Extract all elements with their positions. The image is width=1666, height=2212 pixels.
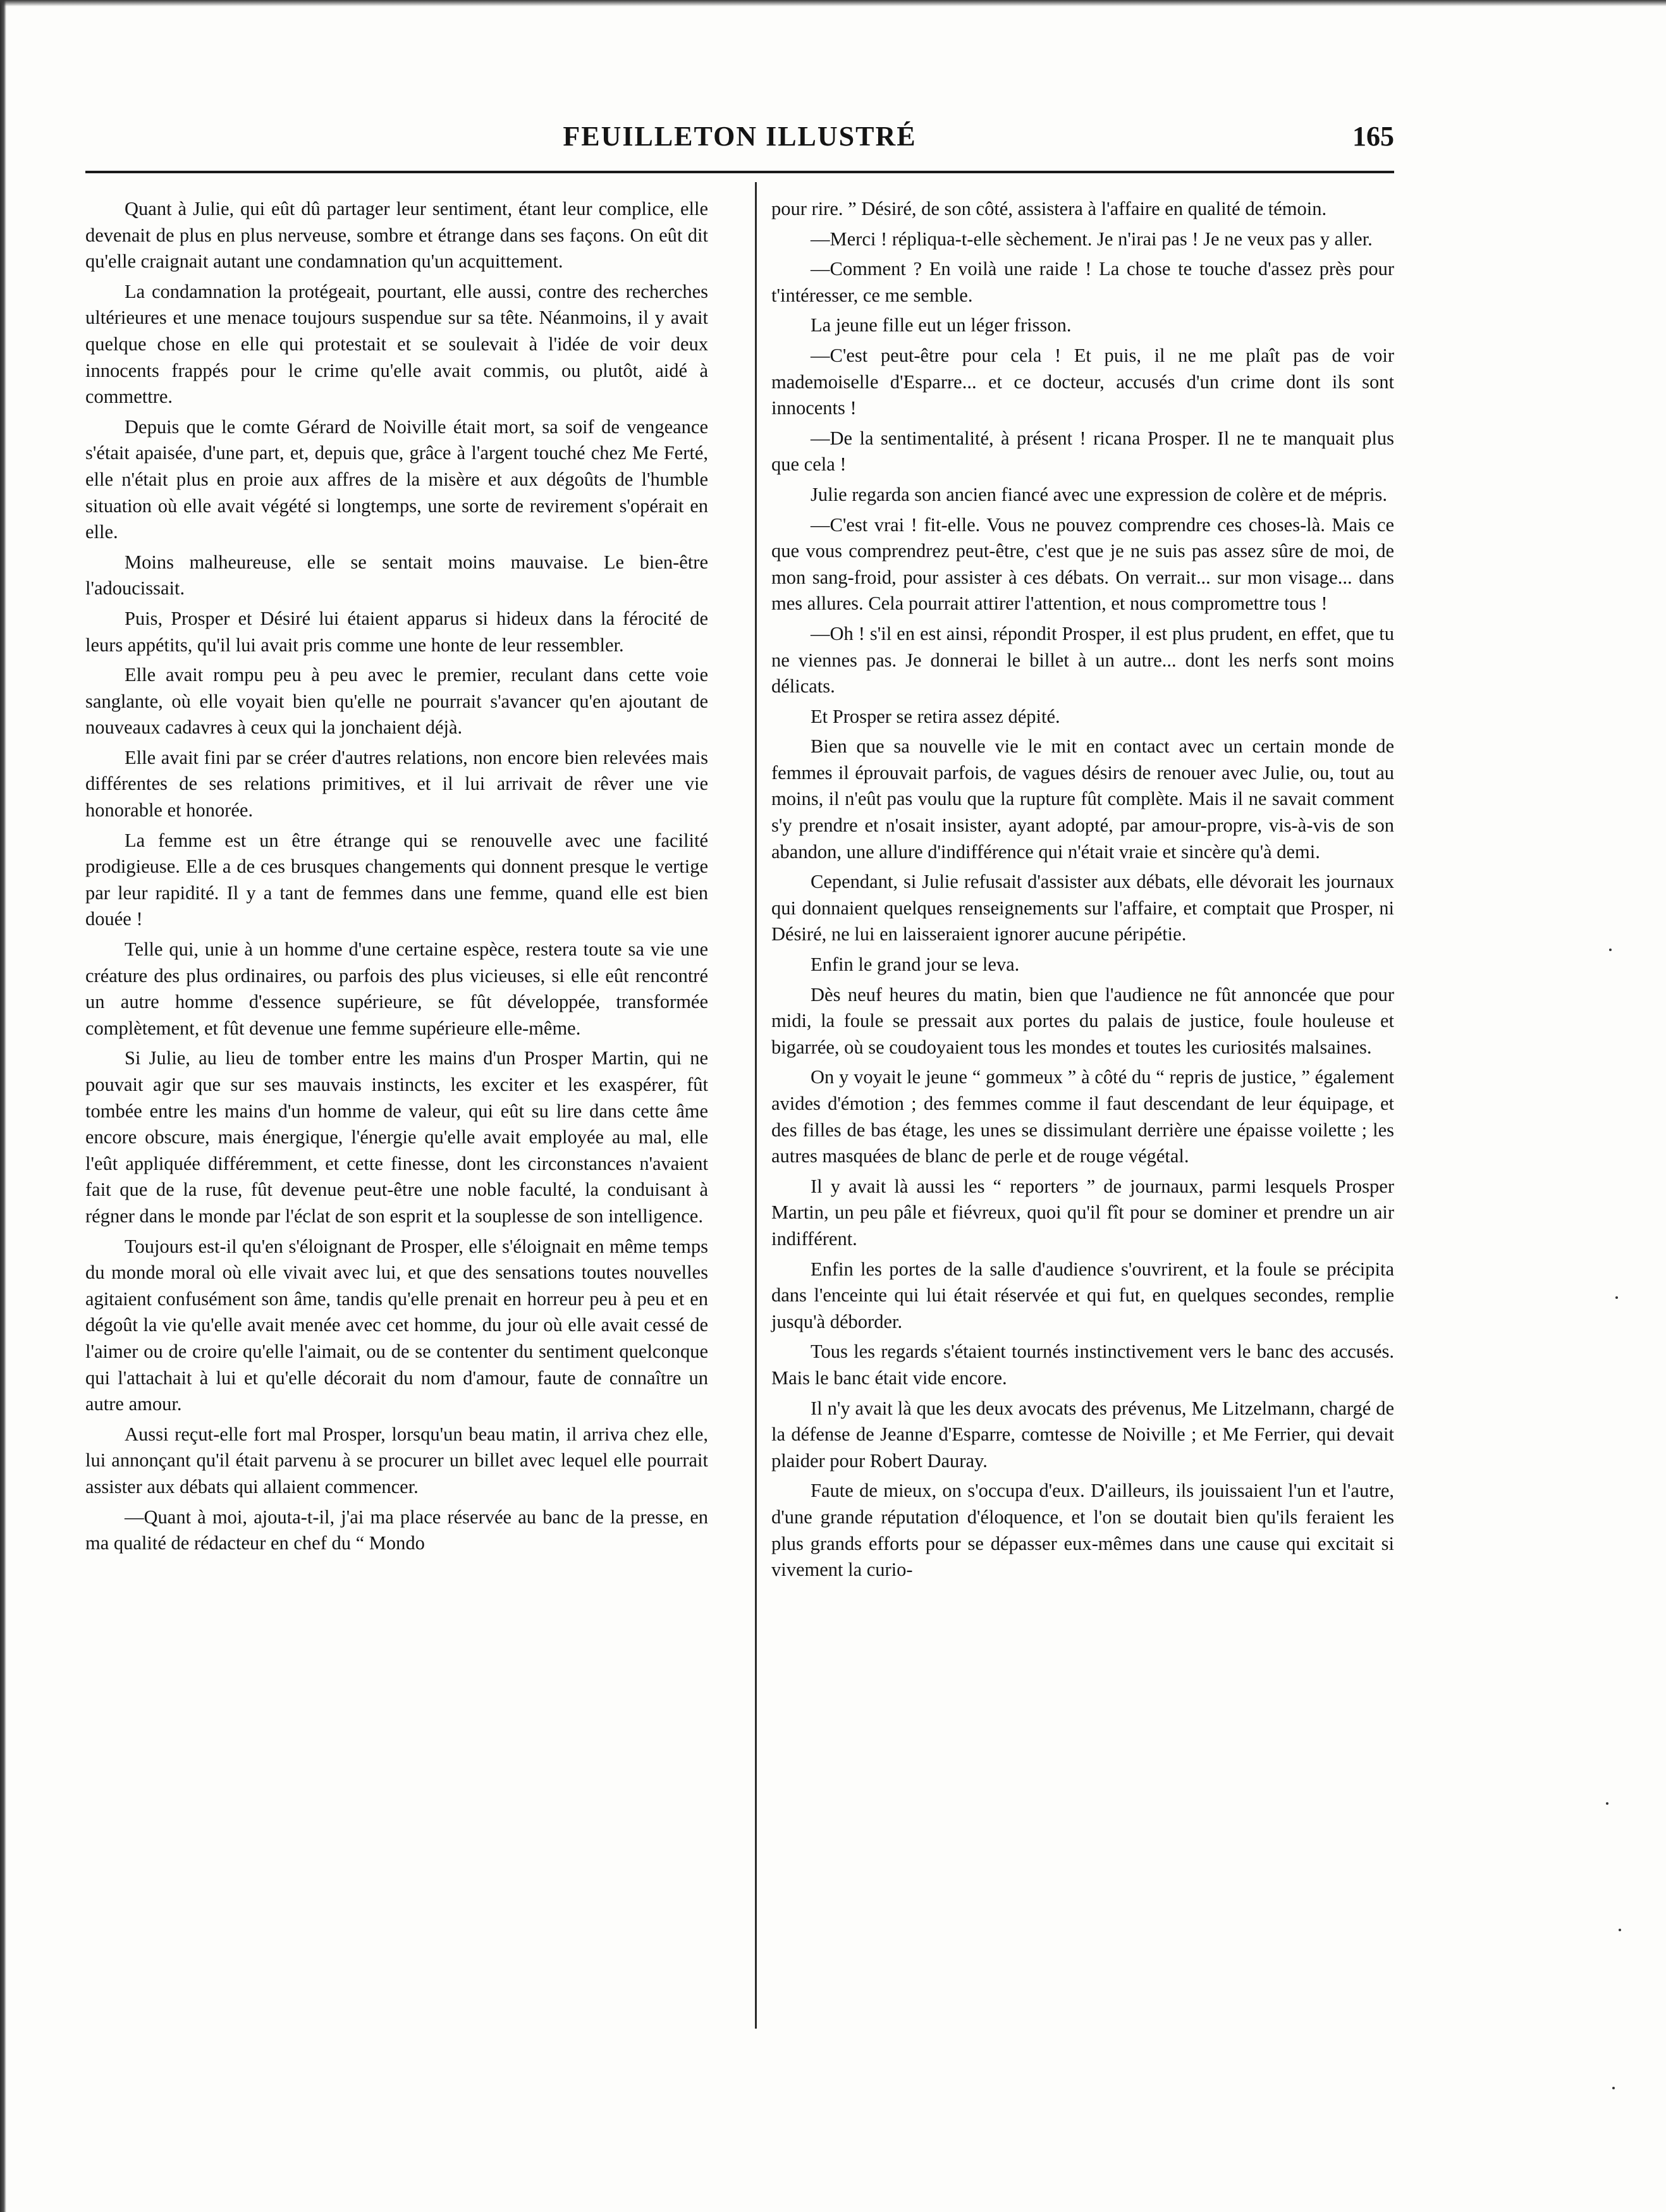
paragraph: La condamnation la protégeait, pourtant, elle aussi, contre des recherches ultérieures et une menace toujours suspendue sur sa tête. Néanmoins, il y avait quelque chose en elle qui protestait et se soulevait à l'idée de voir deux innocents frappés pour le crime qu'elle avait commis, ou plutôt, aidé à commettre. bbox=[85, 280, 708, 408]
paragraph: Dès neuf heures du matin, bien que l'audience ne fût annoncée que pour midi, la foule se pressait aux portes du palais de justice, foule houleuse et bigarrée, où se coudoyaient tous les mondes et toutes les curiosités malsaines. bbox=[771, 983, 1394, 1058]
paragraph: Faute de mieux, on s'occupa d'eux. D'ailleurs, ils jouissaient l'un et l'autre, d'une grande réputation d'éloquence, et l'on se doutait bien qu'ils feraient les plus grands efforts pour se dépasser eux-mêmes dans une cause qui excitait si vivement la curio- bbox=[771, 1480, 1394, 1581]
paragraph: Bien que sa nouvelle vie le mit en contact avec un certain monde de femmes il éprouvait parfois, de vagues désirs de renouer avec Julie, ou, tout au moins, il n'eût pas voulu que la rupture fût complète. Mais il ne savait comment s'y prendre et n'osait insister, ayant adopté, par amour-propre, vis-à-vis de son abandon, une allure d'indifférence qui n'était vraie et sincère qu'à demi. bbox=[771, 735, 1394, 863]
paragraph: Puis, Prosper et Désiré lui étaient apparus si hideux dans la férocité de leurs appétits, qu'il lui avait pris comme une honte de leur ressembler. bbox=[85, 607, 708, 656]
paragraph: La jeune fille eut un léger frisson. bbox=[811, 314, 1072, 336]
paragraph: Tous les regards s'étaient tournés instinctivement vers le banc des accusés. Mais le banc était vide encore. bbox=[771, 1341, 1394, 1389]
paragraph: Si Julie, au lieu de tomber entre les mains d'un Prosper Martin, qui ne pouvait agir que sur ses mauvais instincts, les exciter et les exaspérer, fût tombée entre les mains d'un homme de valeur, qui eût su lire dans cette âme encore obscure, mais énergique, l'énergie qu'elle avait employée au mal, elle l'eût appliquée différemment, et cette finesse, dont les circonstances n'avaient fait que de la ruse, fût devenue peut-être une noble faculté, la conduisant à régner dans le monde par l'éclat de son esprit et la souplesse de son intelligence. bbox=[85, 1047, 708, 1227]
paragraph: —C'est vrai ! fit-elle. Vous ne pouvez comprendre ces choses-là. Mais ce que vous comprendrez peut-être, c'est que je ne suis pas assez sûre de moi, de mon sang-froid, pour assister à ces débats. On verrait... sur mon visage... dans mes allures. Cela pourrait attirer l'attention, et nous compromettre tous ! bbox=[771, 513, 1394, 615]
column-divider bbox=[755, 182, 757, 2029]
paragraph: Telle qui, unie à un homme d'une certaine espèce, restera toute sa vie une créature des plus ordinaires, ou parfois des plus vicieuses, si elle eût rencontré un autre homme d'essence supérieure, se fût développée, transformée complètement, et fût devenue une femme supérieure elle-même. bbox=[85, 938, 708, 1039]
paragraph: Aussi reçut-elle fort mal Prosper, lorsqu'un beau matin, il arriva chez elle, lui annonçant qu'il était parvenu à se procurer un billet avec lequel elle pourrait assister aux débats qui allaient commencer. bbox=[85, 1423, 708, 1497]
left-column bbox=[85, 196, 708, 1561]
paragraph: Depuis que le comte Gérard de Noiville était mort, sa soif de vengeance s'était apaisée, d'une part, et, depuis que, grâce à l'argent touché chez Me Ferté, elle n'était plus en proie aux affres de la misère et aux dégoûts de l'humble situation où elle avait végété si longtemps, une sorte de revirement s'opérait en elle. bbox=[85, 415, 708, 543]
paragraph: Il n'y avait là que les deux avocats des prévenus, Me Litzelmann, chargé de la défense de Jeanne d'Esparre, comtesse de Noiville ; et Me Ferrier, qui devait plaider pour Robert Dauray. bbox=[771, 1397, 1394, 1472]
running-head: FEUILLETON ILLUSTRÉ bbox=[563, 121, 917, 152]
header-rule bbox=[85, 171, 1394, 173]
page-edge-top bbox=[0, 0, 1666, 6]
paragraph: Enfin le grand jour se leva. bbox=[811, 954, 1020, 976]
scan-marks bbox=[1603, 885, 1641, 2150]
paragraph: Il y avait là aussi les “ reporters ” de journaux, parmi lesquels Prosper Martin, un peu pâle et fiévreux, quoi qu'il fît pour se dominer et prendre un air indifférent. bbox=[771, 1175, 1394, 1250]
paragraph: —Oh ! s'il en est ainsi, répondit Prosper, il est plus prudent, en effet, que tu ne viennes pas. Je donnerai le billet à un autre... dont les nerfs sont moins délicats. bbox=[771, 622, 1394, 697]
paragraph: —Comment ? En voilà une raide ! La chose te touche d'assez près pour t'intéresser, ce me semble. bbox=[771, 258, 1394, 306]
paragraph-continued: pour rire. ” Désiré, de son côté, assistera à l'affaire en qualité de témoin. bbox=[771, 198, 1327, 219]
paragraph: Cependant, si Julie refusait d'assister aux débats, elle dévorait les journaux qui donnaient quelques renseignements sur l'affaire, et comptait que Prosper, ni Désiré, ne lui en laisseraient ignorer aucune péripétie. bbox=[771, 871, 1394, 945]
paragraph: Quant à Julie, qui eût dû partager leur sentiment, étant leur complice, elle devenait de plus en plus nerveuse, sombre et étrange dans ses façons. On eût dit qu'elle craignait autant une condamnation qu'un acquittement. bbox=[85, 198, 708, 273]
paragraph: La femme est un être étrange qui se renouvelle avec une facilité prodigieuse. Elle a de ces brusques changements qui donnent presque le vertige par leur rapidité. Il y a tant de femmes dans une femme, quand elle est bien douée ! bbox=[85, 829, 708, 930]
paragraph: —Quant à moi, ajouta-t-il, j'ai ma place réservée au banc de la presse, en ma qualité de rédacteur en chef du “ Mondo bbox=[85, 1506, 708, 1554]
paragraph: Elle avait rompu peu à peu avec le premier, reculant dans cette voie sanglante, où elle voyait bien qu'elle ne pourrait s'avancer qu'en ajoutant de nouveaux cadavres à ceux qui la jonchaient déjà. bbox=[85, 664, 708, 739]
paragraph: Toujours est-il qu'en s'éloignant de Prosper, elle s'éloignait en même temps du monde moral où elle vivait avec lui, et que des sensations toutes nouvelles agitaient confusément son âme, tandis qu'elle prenait en horreur peu à peu et en dégoût la vie qu'elle avait menée avec cet homme, du jour où elle avait cessé de l'aimer ou de croire qu'elle l'aimait, ou de se contenter du sentiment quelconque qui l'attachait à lui et qu'elle décorait du nom d'amour, faute de connaître un autre amour. bbox=[85, 1235, 708, 1415]
paragraph: Moins malheureuse, elle se sentait moins mauvaise. Le bien-être l'adoucissait. bbox=[85, 551, 708, 599]
right-column bbox=[771, 196, 1394, 1587]
paragraph: Enfin les portes de la salle d'audience s'ouvrirent, et la foule se précipita dans l'enceinte qui lui était réservée et qui fut, en quelques secondes, remplie jusqu'à déborder. bbox=[771, 1258, 1394, 1332]
paragraph: On y voyait le jeune “ gommeux ” à côté du “ repris de justice, ” également avides d'émotion ; des femmes comme il faut descendant de leur équipage, et des filles de bas étage, les unes se dissimulant derrière une épaisse voilette ; les autres masquées de blanc de perle et de rouge végétal. bbox=[771, 1066, 1394, 1167]
paragraph: Elle avait fini par se créer d'autres relations, non encore bien relevées mais différentes de ses relations primitives, et il lui arrivait de rêver une vie honorable et honorée. bbox=[85, 746, 708, 821]
paragraph: —De la sentimentalité, à présent ! ricana Prosper. Il ne te manquait plus que cela ! bbox=[771, 427, 1394, 476]
paragraph: —Merci ! répliqua-t-elle sèchement. Je n'irai pas ! Je ne veux pas y aller. bbox=[811, 228, 1373, 250]
paragraph: —C'est peut-être pour cela ! Et puis, il ne me plaît pas de voir mademoiselle d'Esparre... et ce docteur, accusés d'un crime dont ils sont innocents ! bbox=[771, 344, 1394, 419]
paragraph: Et Prosper se retira assez dépité. bbox=[811, 705, 1060, 727]
page-header bbox=[85, 120, 1394, 164]
paragraph: Julie regarda son ancien fiancé avec une expression de colère et de mépris. bbox=[811, 483, 1388, 505]
page-number: 165 bbox=[1352, 121, 1394, 152]
page-edge-left bbox=[0, 0, 6, 2212]
